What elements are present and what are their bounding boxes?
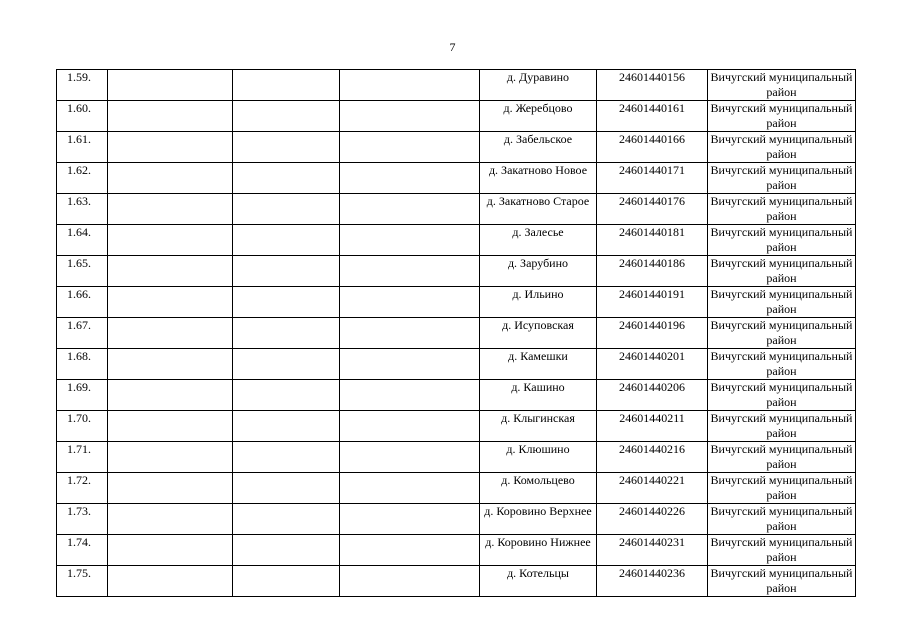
row-number-cell: 1.69. <box>57 380 108 411</box>
settlement-name-cell: д. Исуповская <box>480 318 597 349</box>
empty-cell <box>108 566 233 597</box>
oktmo-code-cell: 24601440226 <box>597 504 708 535</box>
settlement-name-cell: д. Дуравино <box>480 70 597 101</box>
settlement-name-cell: д. Ильино <box>480 287 597 318</box>
registry-body <box>57 70 856 597</box>
empty-cell <box>233 225 340 256</box>
settlement-name-cell: д. Котельцы <box>480 566 597 597</box>
oktmo-code-cell: 24601440196 <box>597 318 708 349</box>
empty-cell <box>340 442 480 473</box>
row-number-cell: 1.74. <box>57 535 108 566</box>
empty-cell <box>233 132 340 163</box>
row-number-cell: 1.62. <box>57 163 108 194</box>
empty-cell <box>233 101 340 132</box>
empty-cell <box>108 163 233 194</box>
empty-cell <box>233 504 340 535</box>
empty-cell <box>233 535 340 566</box>
empty-cell <box>340 380 480 411</box>
empty-cell <box>108 225 233 256</box>
table-row <box>57 411 856 442</box>
oktmo-code-cell: 24601440201 <box>597 349 708 380</box>
settlement-name-cell: д. Залесье <box>480 225 597 256</box>
empty-cell <box>340 225 480 256</box>
empty-cell <box>108 504 233 535</box>
row-number-cell: 1.75. <box>57 566 108 597</box>
row-number-cell: 1.70. <box>57 411 108 442</box>
district-name-cell: Вичугский муниципальный район <box>708 70 856 101</box>
district-name-cell: Вичугский муниципальный район <box>708 380 856 411</box>
district-name-cell: Вичугский муниципальный район <box>708 504 856 535</box>
settlement-name-cell: д. Камешки <box>480 349 597 380</box>
settlement-name-cell: д. Клыгинская <box>480 411 597 442</box>
table-row <box>57 349 856 380</box>
district-name-cell: Вичугский муниципальный район <box>708 318 856 349</box>
empty-cell <box>340 287 480 318</box>
table-row <box>57 380 856 411</box>
row-number-cell: 1.65. <box>57 256 108 287</box>
table-row <box>57 473 856 504</box>
settlement-name-cell: д. Жеребцово <box>480 101 597 132</box>
row-number-cell: 1.64. <box>57 225 108 256</box>
empty-cell <box>233 194 340 225</box>
table-row <box>57 504 856 535</box>
empty-cell <box>340 349 480 380</box>
row-number-cell: 1.60. <box>57 101 108 132</box>
oktmo-code-cell: 24601440156 <box>597 70 708 101</box>
empty-cell <box>340 101 480 132</box>
empty-cell <box>108 318 233 349</box>
oktmo-code-cell: 24601440206 <box>597 380 708 411</box>
table-row <box>57 287 856 318</box>
table-row <box>57 566 856 597</box>
row-number-cell: 1.72. <box>57 473 108 504</box>
settlement-name-cell: д. Комольцево <box>480 473 597 504</box>
empty-cell <box>108 411 233 442</box>
empty-cell <box>233 256 340 287</box>
empty-cell <box>108 473 233 504</box>
empty-cell <box>108 380 233 411</box>
registry-table <box>56 69 856 597</box>
table-row <box>57 256 856 287</box>
row-number-cell: 1.73. <box>57 504 108 535</box>
row-number-cell: 1.66. <box>57 287 108 318</box>
district-name-cell: Вичугский муниципальный район <box>708 566 856 597</box>
empty-cell <box>233 287 340 318</box>
empty-cell <box>108 132 233 163</box>
oktmo-code-cell: 24601440236 <box>597 566 708 597</box>
table-row <box>57 442 856 473</box>
empty-cell <box>233 566 340 597</box>
table-row <box>57 225 856 256</box>
settlement-name-cell: д. Закатново Новое <box>480 163 597 194</box>
oktmo-code-cell: 24601440221 <box>597 473 708 504</box>
table-row <box>57 318 856 349</box>
settlement-name-cell: д. Коровино Нижнее <box>480 535 597 566</box>
oktmo-code-cell: 24601440166 <box>597 132 708 163</box>
empty-cell <box>233 70 340 101</box>
district-name-cell: Вичугский муниципальный район <box>708 473 856 504</box>
oktmo-code-cell: 24601440161 <box>597 101 708 132</box>
empty-cell <box>340 256 480 287</box>
oktmo-code-cell: 24601440181 <box>597 225 708 256</box>
settlement-name-cell: д. Зарубино <box>480 256 597 287</box>
empty-cell <box>340 70 480 101</box>
district-name-cell: Вичугский муниципальный район <box>708 101 856 132</box>
district-name-cell: Вичугский муниципальный район <box>708 442 856 473</box>
empty-cell <box>108 349 233 380</box>
row-number-cell: 1.67. <box>57 318 108 349</box>
empty-cell <box>340 535 480 566</box>
district-name-cell: Вичугский муниципальный район <box>708 349 856 380</box>
oktmo-code-cell: 24601440211 <box>597 411 708 442</box>
settlement-name-cell: д. Кашино <box>480 380 597 411</box>
oktmo-code-cell: 24601440191 <box>597 287 708 318</box>
district-name-cell: Вичугский муниципальный район <box>708 132 856 163</box>
row-number-cell: 1.71. <box>57 442 108 473</box>
district-name-cell: Вичугский муниципальный район <box>708 535 856 566</box>
row-number-cell: 1.68. <box>57 349 108 380</box>
oktmo-code-cell: 24601440216 <box>597 442 708 473</box>
settlement-name-cell: д. Забельское <box>480 132 597 163</box>
empty-cell <box>340 194 480 225</box>
empty-cell <box>108 70 233 101</box>
oktmo-code-cell: 24601440231 <box>597 535 708 566</box>
empty-cell <box>340 163 480 194</box>
district-name-cell: Вичугский муниципальный район <box>708 225 856 256</box>
page-number: 7 <box>449 40 456 54</box>
empty-cell <box>340 132 480 163</box>
empty-cell <box>340 318 480 349</box>
oktmo-code-cell: 24601440176 <box>597 194 708 225</box>
empty-cell <box>340 473 480 504</box>
empty-cell <box>108 287 233 318</box>
settlement-name-cell: д. Коровино Верхнее <box>480 504 597 535</box>
empty-cell <box>233 163 340 194</box>
empty-cell <box>233 349 340 380</box>
district-name-cell: Вичугский муниципальный район <box>708 411 856 442</box>
row-number-cell: 1.61. <box>57 132 108 163</box>
row-number-cell: 1.63. <box>57 194 108 225</box>
row-number-cell: 1.59. <box>57 70 108 101</box>
empty-cell <box>108 256 233 287</box>
empty-cell <box>340 504 480 535</box>
empty-cell <box>108 101 233 132</box>
empty-cell <box>340 566 480 597</box>
district-name-cell: Вичугский муниципальный район <box>708 194 856 225</box>
settlement-name-cell: д. Закатново Старое <box>480 194 597 225</box>
empty-cell <box>233 380 340 411</box>
empty-cell <box>108 535 233 566</box>
settlement-name-cell: д. Клюшино <box>480 442 597 473</box>
table-row <box>57 132 856 163</box>
oktmo-code-cell: 24601440186 <box>597 256 708 287</box>
district-name-cell: Вичугский муниципальный район <box>708 256 856 287</box>
empty-cell <box>108 194 233 225</box>
district-name-cell: Вичугский муниципальный район <box>708 163 856 194</box>
empty-cell <box>340 411 480 442</box>
table-row <box>57 101 856 132</box>
table-row <box>57 70 856 101</box>
empty-cell <box>108 442 233 473</box>
district-name-cell: Вичугский муниципальный район <box>708 287 856 318</box>
oktmo-code-cell: 24601440171 <box>597 163 708 194</box>
table-row <box>57 535 856 566</box>
empty-cell <box>233 411 340 442</box>
empty-cell <box>233 442 340 473</box>
empty-cell <box>233 473 340 504</box>
empty-cell <box>233 318 340 349</box>
table-row <box>57 194 856 225</box>
table-row <box>57 163 856 194</box>
